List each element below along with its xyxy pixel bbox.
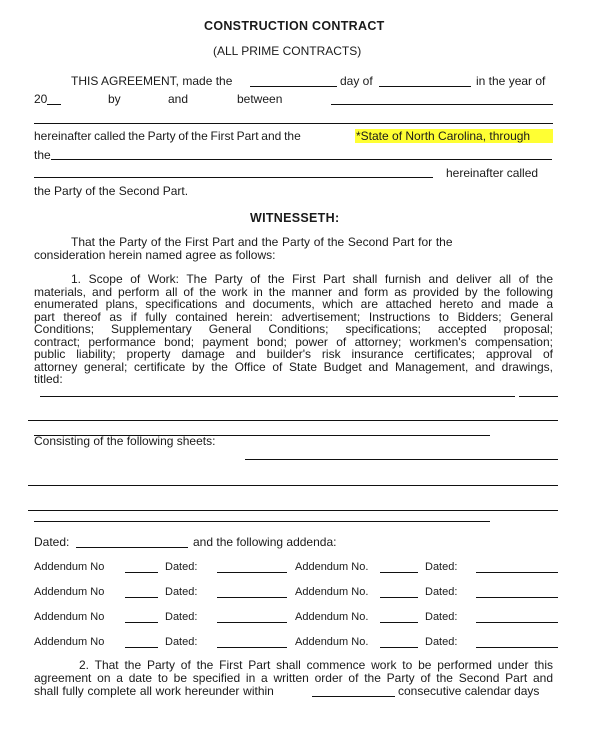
state-of-nc-highlight: *State of North Carolina, through [355,129,553,143]
addendum-no-field[interactable] [125,597,158,598]
witnesseth-intro-line1: That the Party of the First Part and the Party of the Second Part for the [71,235,453,249]
second-part-label: the Party of the Second Part. [34,184,189,198]
commence-line: consecutive calendar days [398,684,540,698]
agreement-date-field[interactable] [250,86,337,87]
addendum-date-field[interactable] [476,572,558,573]
sheets-field-3[interactable] [28,510,558,511]
agreement-year-prefix: 20 [34,92,48,106]
addendum-dated-label: Dated: [425,611,458,623]
agreement-between: between [237,92,283,106]
addendum-label: Addendum No [34,586,105,598]
drawings-title-field-1b[interactable] [519,396,558,397]
addendum-dated-label: Dated: [425,561,458,573]
agreement-made-the: THIS AGREEMENT, made the [71,74,233,88]
commence-line: agreement on a date to be specified in a written order of the Party of the Second Part and [34,670,553,685]
addendum-date-field[interactable] [476,622,558,623]
addendum-dated-label: Dated: [165,561,198,573]
sheets-underline [34,435,490,436]
addendum-date-field[interactable] [217,647,287,648]
sheets-field-1[interactable] [245,459,558,460]
sheets-field-2[interactable] [28,485,558,486]
addendum-no-field[interactable] [380,647,418,648]
document-title: CONSTRUCTION CONTRACT [204,19,385,33]
agreement-month-field[interactable] [379,86,471,87]
addendum-label: Addendum No. [295,636,369,648]
agreement-in-the-year-of: in the year of [476,74,546,88]
scope-line: titled: [34,372,63,386]
addendum-label: Addendum No [34,636,105,648]
addenda-label: and the following addenda: [193,535,337,549]
scope-line: attorney general; certificate by the Office of State Budget and Management, and drawings, [34,359,553,374]
first-party-name-field[interactable] [331,104,553,105]
scope-line: 1. Scope of Work: The Party of the First Part shall furnish and deliver all of the [71,272,553,286]
scope-line: contract; performance bond; payment bond; power of attorney; workmen's compensation; [34,334,553,349]
dated-field[interactable] [76,547,188,548]
calendar-days-field[interactable] [312,696,395,697]
addendum-dated-label: Dated: [165,611,198,623]
document-subtitle: (ALL PRIME CONTRACTS) [213,44,362,58]
agreement-the: the [34,148,51,162]
addendum-label: Addendum No. [295,611,369,623]
addendum-no-field[interactable] [380,622,418,623]
first-party-clause: hereinafter called the Party of the First Part and the [34,129,301,143]
addendum-no-field[interactable] [125,572,158,573]
scope-line: Conditions; Supplementary General Conditions; specifications; accepted proposal; [34,322,553,336]
commencement-paragraph [34,659,553,684]
addendum-dated-label: Dated: [165,586,198,598]
agreement-and: and [168,92,189,106]
addendum-label: Addendum No. [295,586,369,598]
addendum-label: Addendum No [34,561,105,573]
agreement-day-of: day of [340,74,373,88]
addendum-dated-label: Dated: [425,636,458,648]
addendum-dated-label: Dated: [165,636,198,648]
scope-line: part thereof as if fully contained herein: advertisement; Instructions to Bidders; General [34,309,553,324]
addendum-no-field[interactable] [125,622,158,623]
addendum-date-field[interactable] [217,622,287,623]
addendum-date-field[interactable] [217,572,287,573]
agreement-by: by [108,92,121,106]
addendum-date-field[interactable] [476,647,558,648]
addendum-no-field[interactable] [380,572,418,573]
agreement-year-field[interactable] [47,104,61,105]
addendum-label: Addendum No. [295,561,369,573]
witnesseth-heading: WITNESSETH: [250,211,340,225]
scope-of-work-paragraph [34,273,553,386]
scope-line: enumerated plans, specifications and documents, which are attached hereto and made a [34,297,553,311]
addendum-date-field[interactable] [217,597,287,598]
commence-line: shall fully complete all work hereunder within [34,684,274,698]
drawings-title-field-1[interactable] [40,396,515,397]
addendum-no-field[interactable] [380,597,418,598]
addendum-label: Addendum No [34,611,105,623]
addendum-date-field[interactable] [476,597,558,598]
agency-name-field[interactable] [51,159,552,160]
witnesseth-intro-line2: consideration herein named agree as follows: [34,248,276,262]
sheets-field-4[interactable] [34,521,490,522]
scope-line: materials, and perform all of the work in the manner and form as provided by the following [34,284,553,299]
commence-line: 2. That the Party of the First Part shall commence work to be performed under this [79,658,553,672]
scope-line: public liability; property damage and builder's risk insurance certificates; approval of [34,347,553,361]
agency-name-field-2[interactable] [34,177,433,178]
addendum-no-field[interactable] [125,647,158,648]
addendum-dated-label: Dated: [425,586,458,598]
drawings-title-field-2[interactable] [28,420,558,421]
first-party-name-field-2[interactable] [34,123,553,124]
sheets-label: Consisting of the following sheets: [34,434,216,448]
dated-label: Dated: [34,535,70,549]
hereinafter-called: hereinafter called [446,166,539,180]
